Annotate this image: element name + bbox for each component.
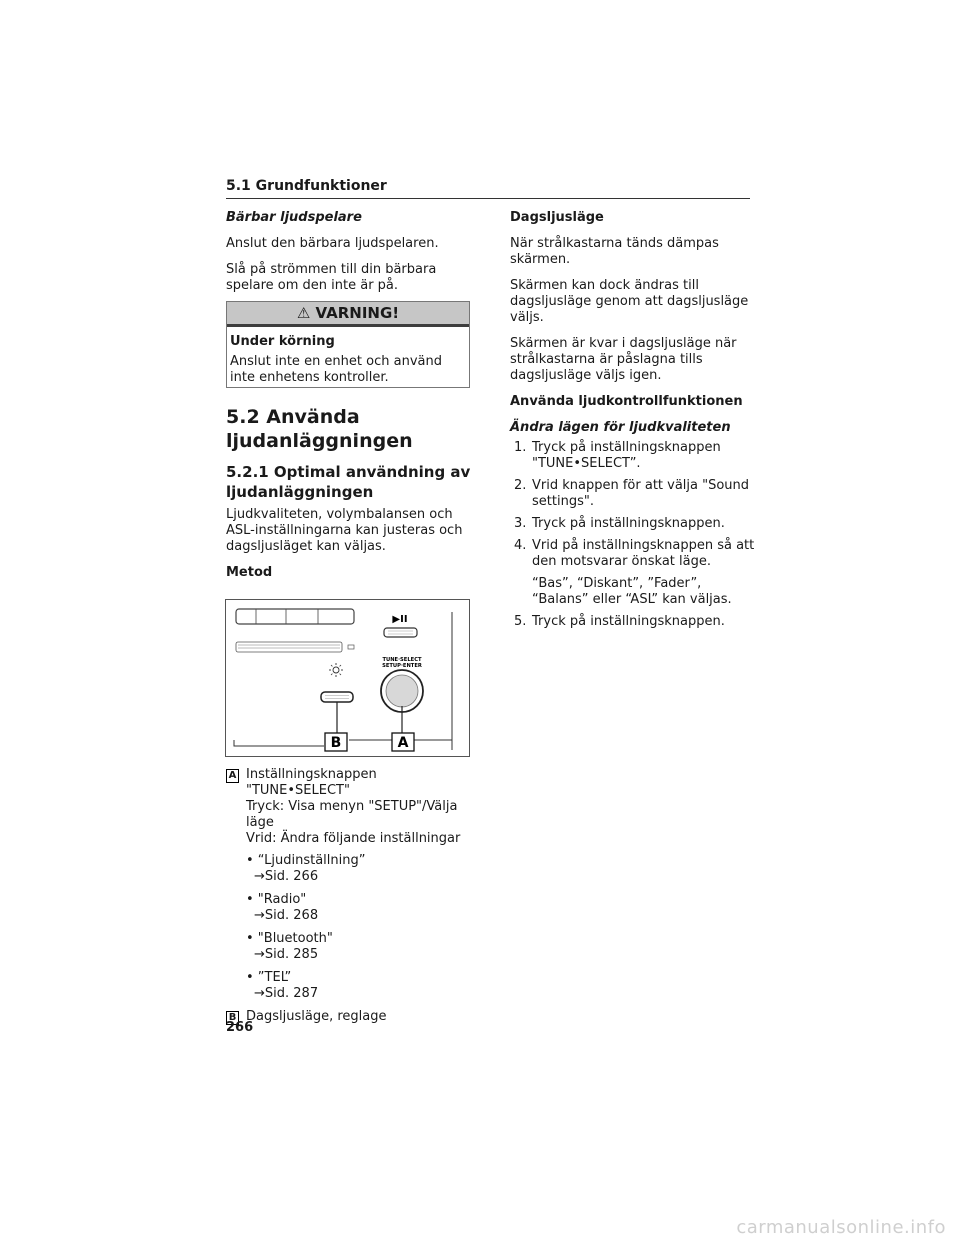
warning-title: VARNING!: [315, 304, 400, 322]
heading-5-2: 5.2 Använda ljudanläggningen: [226, 406, 413, 452]
watermark-footer: [0, 1215, 960, 1242]
step-extra: “Bas”, “Diskant”, ”Fader”, “Balans” eller “ASL” kan väljas.: [532, 576, 732, 607]
bullet-text: • “Ljudinställning”: [246, 853, 366, 868]
left-column-top: [226, 210, 476, 304]
figure-legend: [226, 767, 476, 1025]
step-item: 4. Vrid på inställningsknappen så att den motsvarar önskat läge. “Bas”, “Diskant”, ”Fader”, “Balans” eller “ASL” kan väljas.: [514, 538, 755, 607]
legend-b-text: Dagsljusläge, reglage: [246, 1009, 387, 1024]
portable-p2: Slå på strömmen till din bärbara spelare om den inte är på.: [226, 262, 437, 293]
intro-text: Ljudkvaliteten, volymbalansen och ASL-inställningarna kan justeras och dagsljusläget kan väljas.: [226, 507, 463, 554]
warning-text: Anslut inte en enhet och använd inte enhetens kontroller.: [230, 354, 442, 385]
day-p3: Skärmen är kvar i dagsljusläge när strålkastarna är påslagna tills dagsljusläge väljs igen.: [510, 336, 737, 383]
intro-block: [226, 507, 476, 591]
bullet-ref[interactable]: →Sid. 268: [254, 908, 319, 923]
bullet-text: • ”TEL”: [246, 970, 292, 985]
section-header: 5.1 Grundfunktioner: [226, 178, 387, 194]
step-item: 5. Tryck på inställningsknappen.: [514, 614, 725, 629]
cd-slot: [236, 642, 342, 652]
bullet-ref[interactable]: →Sid. 285: [254, 947, 319, 962]
legend-a-label: A: [226, 769, 239, 783]
play-pause-button: [384, 628, 417, 637]
header-rule: [226, 198, 750, 199]
step-item: 2. Vrid knappen för att välja "Sound settings".: [514, 478, 750, 509]
legend-bullet: [246, 931, 476, 963]
sun-icon: [329, 663, 343, 677]
legend-bullet: [246, 892, 476, 924]
legend-a-line2: Tryck: Visa menyn "SETUP"/Välja läge: [246, 799, 458, 830]
bullet-text: • "Radio": [246, 892, 307, 907]
legend-bullet: [246, 853, 476, 885]
right-column: [510, 210, 755, 636]
portable-p1: Anslut den bärbara ljudspelaren.: [226, 236, 439, 251]
day-p1: När strålkastarna tänds dämpas skärmen.: [510, 236, 719, 267]
legend-a-line3: Vrid: Ändra följande inställningar: [246, 831, 461, 846]
page-number: 266: [226, 1020, 254, 1035]
warning-box: [226, 301, 470, 388]
metod-heading: Metod: [226, 565, 273, 580]
warning-icon: ⚠: [296, 304, 311, 322]
bullet-ref[interactable]: →Sid. 266: [254, 869, 319, 884]
warning-header: [227, 302, 469, 327]
legend-a-title: Inställningsknappen "TUNE•SELECT": [246, 767, 377, 798]
mode-title: Ändra lägen för ljudkvaliteten: [510, 420, 731, 435]
use-title: Använda ljudkontrollfunktionen: [510, 394, 743, 409]
step-item: 1. Tryck på inställningsknappen "TUNE•SELECT”.: [514, 440, 721, 471]
step-item: 3. Tryck på inställningsknappen.: [514, 516, 725, 531]
warning-subtitle: Under körning: [230, 334, 335, 349]
display-slot: [236, 609, 354, 624]
bullet-ref[interactable]: →Sid. 287: [254, 986, 319, 1001]
portable-title: Bärbar ljudspelare: [226, 210, 362, 225]
watermark-text: carmanualsonline.info: [736, 1217, 946, 1238]
steps-list: [514, 440, 755, 630]
tune-label-1: TUNE·SELECT: [382, 657, 422, 663]
audio-panel-figure: [225, 599, 470, 757]
legend-b-label: B: [226, 1011, 239, 1025]
bullet-text: • "Bluetooth": [246, 931, 333, 946]
callout-a: A: [397, 735, 409, 751]
legend-bullet: [246, 970, 476, 1002]
heading-5-2-1: 5.2.1 Optimal användning av ljudanläggningen: [226, 463, 471, 501]
play-pause-icon: ▶II: [392, 614, 408, 625]
tune-label-2: SETUP·ENTER: [382, 663, 422, 669]
daylight-button: [321, 692, 353, 702]
day-p2: Skärmen kan dock ändras till dagsljusläge genom att dagsljusläge väljs.: [510, 278, 749, 325]
day-title: Dagsljusläge: [510, 210, 604, 225]
audio-panel-illustration: [226, 600, 469, 756]
callout-b: B: [330, 735, 342, 751]
